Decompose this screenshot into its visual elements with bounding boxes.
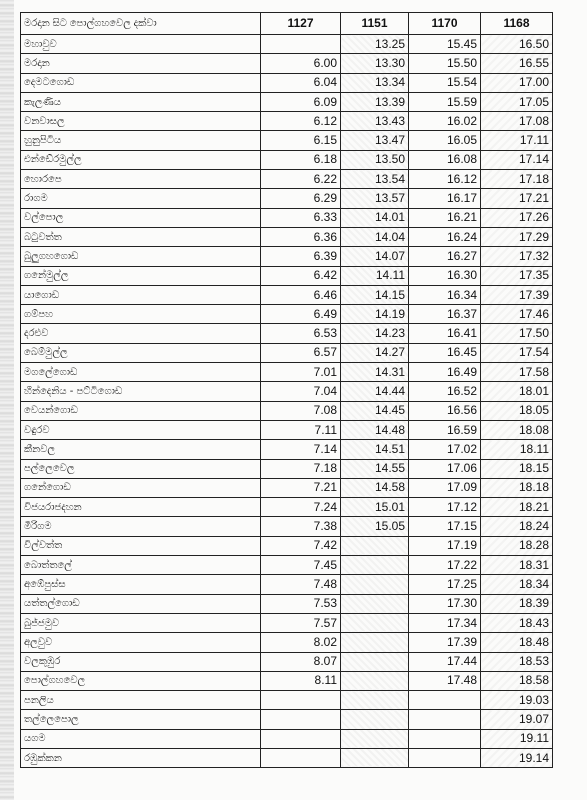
departure-time-cell: 17.02 xyxy=(409,440,481,459)
scan-edge-shadow xyxy=(0,0,14,800)
departure-time-cell: 17.18 xyxy=(481,170,553,189)
departure-time-cell xyxy=(261,748,341,767)
departure-time-cell xyxy=(341,691,409,710)
table-row xyxy=(21,208,553,227)
departure-time-cell: 18.18 xyxy=(481,478,553,497)
station-name-cell: වෙයන්ගොඩ xyxy=(21,401,261,420)
departure-time-cell: 19.14 xyxy=(481,748,553,767)
departure-time-cell: 18.48 xyxy=(481,633,553,652)
station-name-cell: බුජ්ජමුව xyxy=(21,613,261,632)
departure-time-cell: 14.11 xyxy=(341,266,409,285)
station-name-cell: තල්ලෙපොල xyxy=(21,710,261,729)
departure-time-cell: 14.44 xyxy=(341,382,409,401)
table-row xyxy=(21,575,553,594)
departure-time-cell: 6.04 xyxy=(261,73,341,92)
departure-time-cell: 18.31 xyxy=(481,556,553,575)
departure-time-cell: 18.24 xyxy=(481,517,553,536)
departure-time-cell: 19.11 xyxy=(481,729,553,748)
departure-time-cell: 7.14 xyxy=(261,440,341,459)
departure-time-cell: 17.11 xyxy=(481,131,553,150)
departure-time-cell: 18.05 xyxy=(481,401,553,420)
station-name-cell: බටුවත්ත xyxy=(21,227,261,246)
departure-time-cell: 17.35 xyxy=(481,266,553,285)
table-row xyxy=(21,227,553,246)
departure-time-cell: 18.39 xyxy=(481,594,553,613)
station-name-cell: එන්ඩේරමුල්ල xyxy=(21,150,261,169)
departure-time-cell: 17.29 xyxy=(481,227,553,246)
departure-time-cell xyxy=(341,748,409,767)
departure-time-cell: 16.52 xyxy=(409,382,481,401)
departure-time-cell: 17.26 xyxy=(481,208,553,227)
station-name-cell: රඹුක්කන xyxy=(21,748,261,767)
station-name-cell: මීරිගම xyxy=(21,517,261,536)
table-row xyxy=(21,112,553,131)
station-name-cell: විජයරාජදහන xyxy=(21,498,261,517)
departure-time-cell: 8.07 xyxy=(261,652,341,671)
departure-time-cell: 14.58 xyxy=(341,478,409,497)
departure-time-cell: 16.56 xyxy=(409,401,481,420)
station-name-cell: අඹේපුස්ස xyxy=(21,575,261,594)
table-row xyxy=(21,691,553,710)
departure-time-cell: 6.09 xyxy=(261,92,341,111)
table-row xyxy=(21,556,553,575)
station-name-cell: පල්ලෙවෙල xyxy=(21,459,261,478)
station-name-cell: අලවුව xyxy=(21,633,261,652)
departure-time-cell: 7.21 xyxy=(261,478,341,497)
departure-time-cell: 6.29 xyxy=(261,189,341,208)
departure-time-cell: 16.49 xyxy=(409,363,481,382)
departure-time-cell: 7.11 xyxy=(261,420,341,439)
table-row xyxy=(21,131,553,150)
departure-time-cell: 17.05 xyxy=(481,92,553,111)
table-row xyxy=(21,54,553,73)
station-name-cell: පනලිය xyxy=(21,691,261,710)
table-row xyxy=(21,363,553,382)
departure-time-cell: 17.39 xyxy=(409,633,481,652)
train-number-header: 1127 xyxy=(261,13,341,35)
departure-time-cell: 17.30 xyxy=(409,594,481,613)
departure-time-cell: 6.36 xyxy=(261,227,341,246)
departure-time-cell xyxy=(341,613,409,632)
departure-time-cell: 13.25 xyxy=(341,35,409,54)
departure-time-cell: 14.23 xyxy=(341,324,409,343)
departure-time-cell: 17.32 xyxy=(481,247,553,266)
table-row xyxy=(21,671,553,690)
departure-time-cell: 13.39 xyxy=(341,92,409,111)
departure-time-cell: 6.53 xyxy=(261,324,341,343)
table-row xyxy=(21,459,553,478)
station-name-cell: විල්වත්ත xyxy=(21,536,261,555)
departure-time-cell: 18.53 xyxy=(481,652,553,671)
departure-time-cell: 14.48 xyxy=(341,420,409,439)
departure-time-cell: 16.30 xyxy=(409,266,481,285)
departure-time-cell: 17.09 xyxy=(409,478,481,497)
departure-time-cell: 18.08 xyxy=(481,420,553,439)
timetable-header xyxy=(21,13,553,35)
station-name-cell: වල්පොල xyxy=(21,208,261,227)
station-name-cell: හොරපෙ xyxy=(21,170,261,189)
station-name-cell: පොල්ගහවෙල xyxy=(21,671,261,690)
table-row xyxy=(21,498,553,517)
departure-time-cell: 15.45 xyxy=(409,35,481,54)
departure-time-cell: 17.14 xyxy=(481,150,553,169)
departure-time-cell: 17.50 xyxy=(481,324,553,343)
departure-time-cell: 6.46 xyxy=(261,285,341,304)
departure-time-cell: 16.05 xyxy=(409,131,481,150)
departure-time-cell: 6.22 xyxy=(261,170,341,189)
departure-time-cell xyxy=(261,35,341,54)
departure-time-cell: 16.21 xyxy=(409,208,481,227)
table-row xyxy=(21,247,553,266)
departure-time-cell: 7.18 xyxy=(261,459,341,478)
departure-time-cell: 18.01 xyxy=(481,382,553,401)
table-row xyxy=(21,729,553,748)
departure-time-cell xyxy=(341,556,409,575)
departure-time-cell: 8.02 xyxy=(261,633,341,652)
station-name-cell: බොත්තලේ xyxy=(21,556,261,575)
departure-time-cell xyxy=(341,729,409,748)
departure-time-cell: 17.58 xyxy=(481,363,553,382)
departure-time-cell xyxy=(341,536,409,555)
departure-time-cell: 16.24 xyxy=(409,227,481,246)
departure-time-cell: 7.08 xyxy=(261,401,341,420)
departure-time-cell: 14.51 xyxy=(341,440,409,459)
departure-time-cell: 7.57 xyxy=(261,613,341,632)
header-row xyxy=(21,13,553,35)
departure-time-cell: 14.15 xyxy=(341,285,409,304)
departure-time-cell: 17.39 xyxy=(481,285,553,304)
departure-time-cell: 6.15 xyxy=(261,131,341,150)
departure-time-cell: 6.39 xyxy=(261,247,341,266)
departure-time-cell: 6.33 xyxy=(261,208,341,227)
departure-time-cell xyxy=(341,671,409,690)
departure-time-cell: 16.12 xyxy=(409,170,481,189)
station-name-cell: කීනවල xyxy=(21,440,261,459)
departure-time-cell: 13.47 xyxy=(341,131,409,150)
departure-time-cell: 16.45 xyxy=(409,343,481,362)
departure-time-cell: 17.06 xyxy=(409,459,481,478)
table-row xyxy=(21,324,553,343)
departure-time-cell: 13.50 xyxy=(341,150,409,169)
departure-time-cell: 18.28 xyxy=(481,536,553,555)
departure-time-cell: 15.01 xyxy=(341,498,409,517)
train-number-header: 1168 xyxy=(481,13,553,35)
departure-time-cell: 16.17 xyxy=(409,189,481,208)
departure-time-cell xyxy=(341,652,409,671)
departure-time-cell: 6.42 xyxy=(261,266,341,285)
table-row xyxy=(21,382,553,401)
table-row xyxy=(21,420,553,439)
station-name-cell: යගම xyxy=(21,729,261,748)
departure-time-cell: 8.11 xyxy=(261,671,341,690)
departure-time-cell: 17.46 xyxy=(481,305,553,324)
station-name-cell: හුනුපිටිය xyxy=(21,131,261,150)
departure-time-cell xyxy=(341,710,409,729)
departure-time-cell xyxy=(409,691,481,710)
departure-time-cell: 17.08 xyxy=(481,112,553,131)
departure-time-cell xyxy=(261,691,341,710)
station-name-cell: වලකුඹුර xyxy=(21,652,261,671)
departure-time-cell: 16.34 xyxy=(409,285,481,304)
departure-time-cell: 14.01 xyxy=(341,208,409,227)
station-name-cell: යත්තල්ගොඩ xyxy=(21,594,261,613)
departure-time-cell: 16.41 xyxy=(409,324,481,343)
departure-time-cell: 18.58 xyxy=(481,671,553,690)
departure-time-cell: 14.45 xyxy=(341,401,409,420)
departure-time-cell xyxy=(409,729,481,748)
table-row xyxy=(21,633,553,652)
departure-time-cell: 17.48 xyxy=(409,671,481,690)
station-name-cell: මගලේගොඩ xyxy=(21,363,261,382)
departure-time-cell: 7.42 xyxy=(261,536,341,555)
departure-time-cell: 14.31 xyxy=(341,363,409,382)
table-row xyxy=(21,73,553,92)
station-name-cell: ගම්පහ xyxy=(21,305,261,324)
departure-time-cell: 18.11 xyxy=(481,440,553,459)
departure-time-cell: 16.08 xyxy=(409,150,481,169)
departure-time-cell: 17.44 xyxy=(409,652,481,671)
departure-time-cell: 15.05 xyxy=(341,517,409,536)
table-row xyxy=(21,305,553,324)
departure-time-cell: 6.00 xyxy=(261,54,341,73)
departure-time-cell: 7.24 xyxy=(261,498,341,517)
train-number-header: 1151 xyxy=(341,13,409,35)
departure-time-cell: 17.15 xyxy=(409,517,481,536)
table-row xyxy=(21,440,553,459)
departure-time-cell: 13.43 xyxy=(341,112,409,131)
departure-time-cell: 7.48 xyxy=(261,575,341,594)
departure-time-cell: 16.27 xyxy=(409,247,481,266)
departure-time-cell: 17.25 xyxy=(409,575,481,594)
station-name-cell: කැලණිය xyxy=(21,92,261,111)
table-row xyxy=(21,150,553,169)
departure-time-cell: 14.19 xyxy=(341,305,409,324)
table-row xyxy=(21,478,553,497)
departure-time-cell: 7.04 xyxy=(261,382,341,401)
station-name-cell: දරළුව xyxy=(21,324,261,343)
departure-time-cell xyxy=(409,710,481,729)
train-timetable xyxy=(20,12,553,768)
departure-time-cell: 19.03 xyxy=(481,691,553,710)
station-name-cell: රාගම xyxy=(21,189,261,208)
departure-time-cell: 15.54 xyxy=(409,73,481,92)
table-row xyxy=(21,517,553,536)
departure-time-cell: 17.12 xyxy=(409,498,481,517)
departure-time-cell xyxy=(341,633,409,652)
departure-time-cell: 6.57 xyxy=(261,343,341,362)
departure-time-cell: 17.34 xyxy=(409,613,481,632)
station-name-cell: මරදාන xyxy=(21,54,261,73)
departure-time-cell: 15.59 xyxy=(409,92,481,111)
departure-time-cell: 6.12 xyxy=(261,112,341,131)
timetable-body xyxy=(21,35,553,768)
table-row xyxy=(21,652,553,671)
departure-time-cell: 13.54 xyxy=(341,170,409,189)
table-row xyxy=(21,92,553,111)
table-row xyxy=(21,710,553,729)
station-name-cell: ගනේමුල්ල xyxy=(21,266,261,285)
table-row xyxy=(21,189,553,208)
departure-time-cell: 14.27 xyxy=(341,343,409,362)
departure-time-cell: 18.21 xyxy=(481,498,553,517)
departure-time-cell: 19.07 xyxy=(481,710,553,729)
table-row xyxy=(21,170,553,189)
table-row xyxy=(21,748,553,767)
departure-time-cell xyxy=(261,710,341,729)
departure-time-cell: 18.34 xyxy=(481,575,553,594)
station-name-cell: දෙමටගොඩ xyxy=(21,73,261,92)
departure-time-cell xyxy=(261,729,341,748)
departure-time-cell: 7.01 xyxy=(261,363,341,382)
departure-time-cell: 7.53 xyxy=(261,594,341,613)
station-column-header: මරදාන සිට පොල්ගහවෙල දක්වා xyxy=(21,13,261,35)
table-row xyxy=(21,343,553,362)
station-name-cell: හීන්දෙනිය - පට්ටිගොඩ xyxy=(21,382,261,401)
station-name-cell: වඳුරව xyxy=(21,420,261,439)
departure-time-cell: 15.50 xyxy=(409,54,481,73)
station-name-cell: බෙම්මුල්ල xyxy=(21,343,261,362)
departure-time-cell: 17.54 xyxy=(481,343,553,362)
departure-time-cell: 16.59 xyxy=(409,420,481,439)
departure-time-cell: 13.30 xyxy=(341,54,409,73)
station-name-cell: බුලුගහගොඩ xyxy=(21,247,261,266)
station-name-cell: ගනේගොඩ xyxy=(21,478,261,497)
train-number-header: 1170 xyxy=(409,13,481,35)
departure-time-cell: 17.19 xyxy=(409,536,481,555)
departure-time-cell: 18.15 xyxy=(481,459,553,478)
departure-time-cell: 17.00 xyxy=(481,73,553,92)
table-row xyxy=(21,594,553,613)
departure-time-cell: 14.55 xyxy=(341,459,409,478)
departure-time-cell: 16.50 xyxy=(481,35,553,54)
departure-time-cell: 7.38 xyxy=(261,517,341,536)
station-name-cell: වනවාසල xyxy=(21,112,261,131)
departure-time-cell: 17.22 xyxy=(409,556,481,575)
table-row xyxy=(21,285,553,304)
departure-time-cell: 6.49 xyxy=(261,305,341,324)
station-name-cell: යාගොඩ xyxy=(21,285,261,304)
departure-time-cell: 7.45 xyxy=(261,556,341,575)
station-name-cell: මහාවුව xyxy=(21,35,261,54)
departure-time-cell: 16.55 xyxy=(481,54,553,73)
departure-time-cell: 16.37 xyxy=(409,305,481,324)
table-row xyxy=(21,35,553,54)
departure-time-cell: 13.34 xyxy=(341,73,409,92)
departure-time-cell: 16.02 xyxy=(409,112,481,131)
table-row xyxy=(21,613,553,632)
departure-time-cell xyxy=(409,748,481,767)
departure-time-cell: 6.18 xyxy=(261,150,341,169)
table-row xyxy=(21,536,553,555)
table-row xyxy=(21,266,553,285)
departure-time-cell: 13.57 xyxy=(341,189,409,208)
table-row xyxy=(21,401,553,420)
departure-time-cell xyxy=(341,594,409,613)
departure-time-cell: 18.43 xyxy=(481,613,553,632)
departure-time-cell: 17.21 xyxy=(481,189,553,208)
departure-time-cell xyxy=(341,575,409,594)
departure-time-cell: 14.04 xyxy=(341,227,409,246)
departure-time-cell: 14.07 xyxy=(341,247,409,266)
